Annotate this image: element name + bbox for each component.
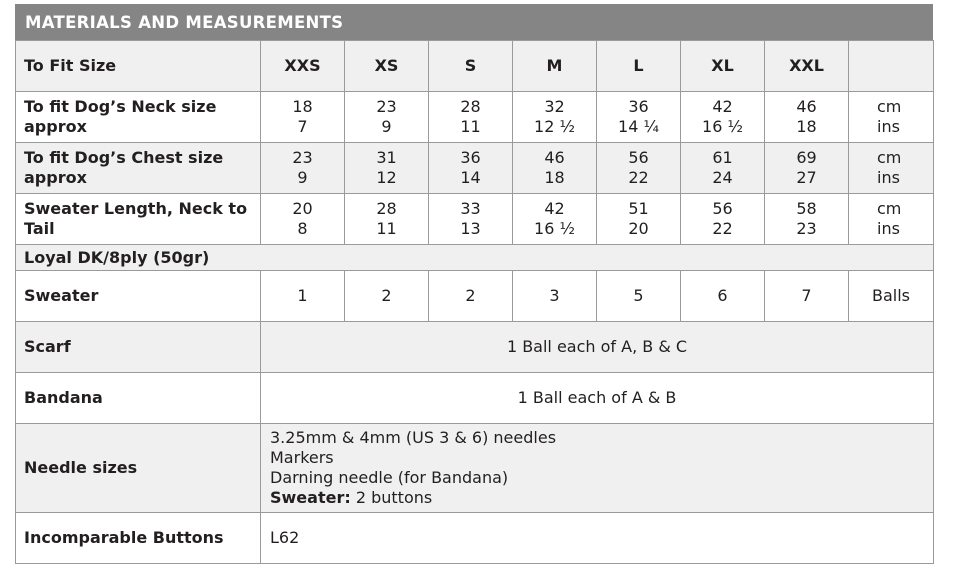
balls-value: 7 [765, 271, 849, 322]
cell [681, 194, 765, 245]
cm-value: 31 [376, 148, 397, 167]
cell [429, 143, 513, 194]
unit-cell [849, 143, 934, 194]
size-xxl: XXL [765, 41, 849, 92]
yarn-row [16, 245, 934, 271]
markers-line: Markers [270, 448, 334, 467]
balls-value: 3 [513, 271, 597, 322]
cell [597, 92, 681, 143]
scarf-value: 1 Ball each of A, B & C [261, 322, 934, 373]
scarf-row [16, 322, 934, 373]
ins-value: 12 ½ [534, 117, 575, 136]
ins-value: 7 [297, 117, 308, 136]
balls-value: 2 [429, 271, 513, 322]
size-xxs: XXS [261, 41, 345, 92]
bandana-value: 1 Ball each of A & B [261, 373, 934, 424]
cell [345, 92, 429, 143]
cell [597, 143, 681, 194]
row-label: Incomparable Buttons [16, 513, 261, 564]
ins-value: 16 ½ [534, 219, 575, 238]
ins-value: 13 [460, 219, 481, 238]
neck-size-row [16, 92, 934, 143]
unit-cm: cm [877, 97, 902, 116]
size-header-label: To Fit Size [16, 41, 261, 92]
ins-value: 22 [712, 219, 733, 238]
cm-value: 33 [460, 199, 481, 218]
cm-value: 46 [796, 97, 817, 116]
ins-value: 27 [796, 168, 817, 187]
cm-value: 32 [544, 97, 565, 116]
row-label: Needle sizes [16, 424, 261, 513]
needle-sizes-row [16, 424, 934, 513]
ins-value: 11 [376, 219, 397, 238]
ins-value: 22 [628, 168, 649, 187]
unit-ins: ins [877, 219, 900, 238]
cell [429, 92, 513, 143]
size-header-row [16, 41, 934, 92]
darning-needle-line: Darning needle (for Bandana) [270, 468, 509, 487]
size-xl: XL [681, 41, 765, 92]
table-title: MATERIALS AND MEASUREMENTS [15, 4, 933, 40]
row-label: To fit Dog’s Neck size approx [16, 92, 261, 143]
balls-unit: Balls [849, 271, 934, 322]
cell [513, 194, 597, 245]
cm-value: 28 [376, 199, 397, 218]
size-header-blank [849, 41, 934, 92]
cell [513, 143, 597, 194]
unit-ins: ins [877, 168, 900, 187]
size-s: S [429, 41, 513, 92]
cell [765, 194, 849, 245]
ins-value: 18 [544, 168, 565, 187]
row-label: Bandana [16, 373, 261, 424]
balls-value: 2 [345, 271, 429, 322]
unit-cm: cm [877, 199, 902, 218]
materials-table-sheet [15, 4, 933, 564]
ins-value: 12 [376, 168, 397, 187]
sweater-length-row [16, 194, 934, 245]
row-label: Scarf [16, 322, 261, 373]
cm-value: 23 [292, 148, 313, 167]
cell [261, 143, 345, 194]
row-label: To fit Dog’s Chest size approx [16, 143, 261, 194]
sweater-buttons-text: 2 buttons [350, 488, 433, 507]
ins-value: 14 [460, 168, 481, 187]
cm-value: 46 [544, 148, 565, 167]
size-m: M [513, 41, 597, 92]
cm-value: 23 [376, 97, 397, 116]
cm-value: 18 [292, 97, 313, 116]
needle-line: 3.25mm & 4mm (US 3 & 6) needles [270, 428, 557, 447]
unit-cell [849, 92, 934, 143]
cell [429, 194, 513, 245]
yarn-label: Loyal DK/8ply (50gr) [16, 245, 934, 271]
buttons-value: L62 [261, 513, 934, 564]
cm-value: 20 [292, 199, 313, 218]
cell [597, 194, 681, 245]
size-xs: XS [345, 41, 429, 92]
cell [681, 143, 765, 194]
cm-value: 61 [712, 148, 733, 167]
cell [681, 92, 765, 143]
cell [345, 143, 429, 194]
cell [765, 143, 849, 194]
ins-value: 9 [381, 117, 392, 136]
cm-value: 69 [796, 148, 817, 167]
ins-value: 14 ¼ [618, 117, 659, 136]
ins-value: 9 [297, 168, 308, 187]
sweater-buttons-line [270, 488, 933, 508]
cm-value: 56 [712, 199, 733, 218]
unit-ins: ins [877, 117, 900, 136]
chest-size-row [16, 143, 934, 194]
cell [261, 92, 345, 143]
unit-cm: cm [877, 148, 902, 167]
cell [513, 92, 597, 143]
cm-value: 28 [460, 97, 481, 116]
ins-value: 23 [796, 219, 817, 238]
ins-value: 24 [712, 168, 733, 187]
ins-value: 16 ½ [702, 117, 743, 136]
cm-value: 36 [460, 148, 481, 167]
ins-value: 8 [297, 219, 308, 238]
ins-value: 20 [628, 219, 649, 238]
balls-value: 6 [681, 271, 765, 322]
ins-value: 18 [796, 117, 817, 136]
materials-table [15, 40, 934, 564]
cm-value: 42 [544, 199, 565, 218]
buttons-row [16, 513, 934, 564]
ins-value: 11 [460, 117, 481, 136]
row-label: Sweater [16, 271, 261, 322]
cm-value: 58 [796, 199, 817, 218]
balls-value: 1 [261, 271, 345, 322]
size-l: L [597, 41, 681, 92]
cm-value: 51 [628, 199, 649, 218]
cm-value: 56 [628, 148, 649, 167]
cell [261, 194, 345, 245]
balls-value: 5 [597, 271, 681, 322]
cm-value: 36 [628, 97, 649, 116]
bandana-row [16, 373, 934, 424]
needle-sizes-value [261, 424, 934, 513]
cm-value: 42 [712, 97, 733, 116]
sweater-buttons-label: Sweater: [270, 488, 351, 507]
unit-cell [849, 194, 934, 245]
cell [345, 194, 429, 245]
cell [765, 92, 849, 143]
row-label: Sweater Length, Neck to Tail [16, 194, 261, 245]
sweater-balls-row [16, 271, 934, 322]
